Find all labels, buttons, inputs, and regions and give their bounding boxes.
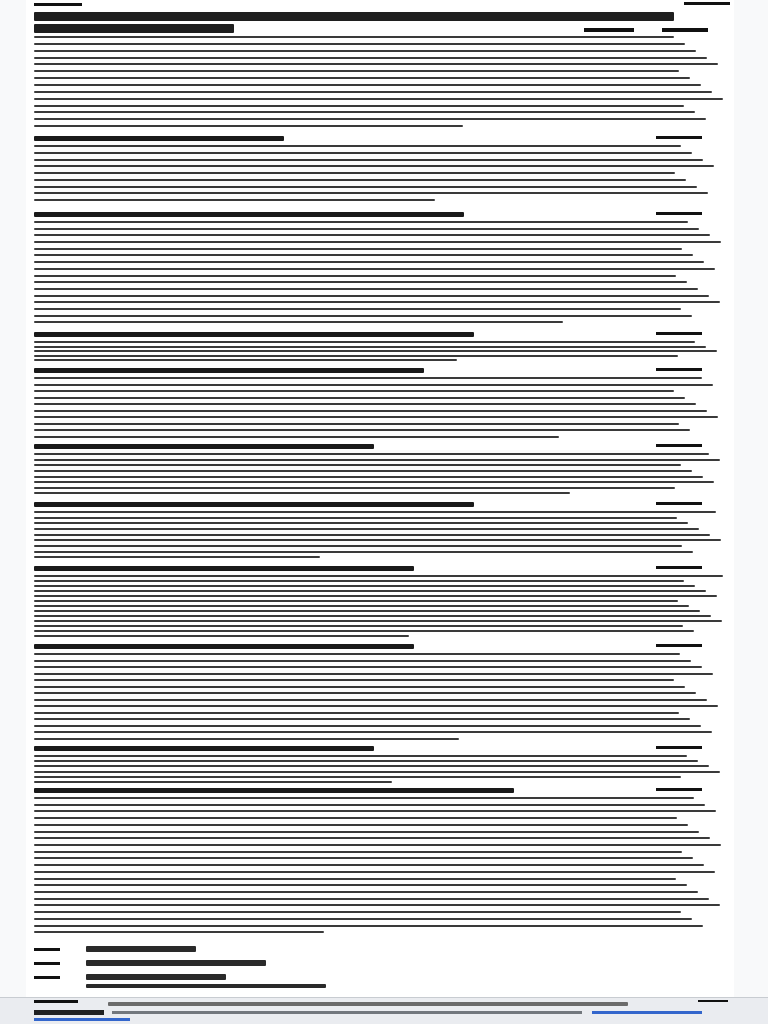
text-line <box>34 377 702 379</box>
terms-link[interactable] <box>34 1018 130 1021</box>
text-line <box>34 635 409 637</box>
section-edit-icon[interactable] <box>656 502 702 505</box>
search-icon[interactable] <box>684 2 730 5</box>
section-edit-icon[interactable] <box>656 644 702 647</box>
toolbar-rule <box>34 1000 78 1003</box>
section-heading <box>34 502 474 507</box>
text-line <box>34 221 688 223</box>
text-line <box>34 77 690 79</box>
text-line <box>34 397 685 399</box>
text-line <box>34 384 713 386</box>
section-edit-icon[interactable] <box>656 136 702 139</box>
text-line <box>34 36 674 38</box>
text-line <box>34 261 704 263</box>
text-line <box>34 600 678 602</box>
text-line <box>34 416 718 418</box>
text-line <box>34 288 698 290</box>
text-line <box>34 673 713 675</box>
list-item[interactable] <box>86 960 266 966</box>
list-item[interactable] <box>86 946 196 952</box>
article-section <box>34 566 724 640</box>
text-line <box>34 871 715 873</box>
text-line <box>34 725 701 727</box>
text-line <box>34 511 716 513</box>
list-item[interactable] <box>86 974 226 980</box>
text-line <box>34 459 720 461</box>
text-line <box>34 918 692 920</box>
text-line <box>34 470 692 472</box>
text-line <box>34 797 694 799</box>
text-line <box>34 410 707 412</box>
text-line <box>34 857 693 859</box>
article-section <box>34 644 724 744</box>
article-section <box>34 788 724 938</box>
menu-icon[interactable] <box>34 3 82 6</box>
article-section <box>34 368 724 442</box>
left-gutter <box>0 0 26 1024</box>
article-section <box>34 444 724 498</box>
text-line <box>34 898 709 900</box>
text-line <box>34 776 681 778</box>
text-line <box>34 844 721 846</box>
text-line <box>34 620 722 622</box>
text-line <box>34 810 716 812</box>
text-line <box>34 350 717 352</box>
text-line <box>34 487 675 489</box>
text-line <box>34 653 680 655</box>
text-line <box>34 111 695 113</box>
list-bullet <box>34 948 60 951</box>
text-line <box>34 534 710 536</box>
text-line <box>34 390 674 392</box>
text-line <box>34 403 696 405</box>
text-line <box>34 321 563 323</box>
toolbar-notice <box>108 1002 628 1006</box>
text-line <box>34 699 707 701</box>
text-line <box>34 295 709 297</box>
text-line <box>34 70 679 72</box>
page-title <box>34 10 734 34</box>
section-heading <box>34 644 414 649</box>
text-line <box>34 464 681 466</box>
text-line <box>34 281 687 283</box>
text-line <box>34 165 714 167</box>
text-line <box>34 660 691 662</box>
text-line <box>34 585 695 587</box>
text-line <box>34 864 704 866</box>
right-gutter <box>734 0 768 1024</box>
text-line <box>34 831 699 833</box>
text-line <box>34 595 717 597</box>
section-edit-icon[interactable] <box>656 332 702 335</box>
text-line <box>34 429 690 431</box>
text-line <box>34 341 695 343</box>
text-line <box>34 605 689 607</box>
text-line <box>34 179 686 181</box>
text-line <box>34 539 721 541</box>
text-line <box>34 228 699 230</box>
text-line <box>34 580 684 582</box>
text-line <box>34 765 709 767</box>
text-line <box>34 615 711 617</box>
bottom-toolbar <box>0 997 768 1024</box>
text-line <box>34 308 681 310</box>
section-heading <box>34 212 464 217</box>
section-heading <box>34 332 474 337</box>
section-edit-icon[interactable] <box>656 788 702 791</box>
list-bullet <box>34 976 60 979</box>
text-line <box>34 234 710 236</box>
section-heading <box>34 444 374 449</box>
text-line <box>34 851 682 853</box>
text-line <box>34 241 721 243</box>
list-bullet <box>34 962 60 965</box>
text-line <box>34 522 688 524</box>
text-line <box>34 118 706 120</box>
text-line <box>34 630 694 632</box>
text-line <box>34 610 700 612</box>
text-line <box>34 666 702 668</box>
text-line <box>34 98 723 100</box>
edit-icon[interactable] <box>584 28 634 32</box>
text-line <box>34 575 723 577</box>
article-section <box>34 36 724 132</box>
section-heading <box>34 788 514 793</box>
text-line <box>34 760 698 762</box>
list-item[interactable] <box>86 984 326 988</box>
text-line <box>34 551 693 553</box>
text-line <box>34 346 706 348</box>
text-line <box>34 481 714 483</box>
text-line <box>34 925 703 927</box>
title-line <box>34 12 674 21</box>
text-line <box>34 781 392 783</box>
title-line <box>34 24 234 33</box>
section-edit-icon[interactable] <box>656 212 702 215</box>
text-line <box>34 590 706 592</box>
text-line <box>34 436 559 438</box>
text-line <box>34 50 696 52</box>
text-line <box>34 172 675 174</box>
section-heading <box>34 368 424 373</box>
text-line <box>34 355 678 357</box>
section-edit-icon[interactable] <box>656 368 702 371</box>
text-line <box>34 315 692 317</box>
article-section <box>34 746 724 786</box>
text-line <box>34 705 718 707</box>
close-icon[interactable] <box>698 1000 728 1002</box>
text-line <box>34 528 699 530</box>
text-line <box>34 248 682 250</box>
article-section <box>34 502 724 562</box>
text-line <box>34 738 459 740</box>
section-edit-icon[interactable] <box>656 444 702 447</box>
text-line <box>34 186 697 188</box>
text-line <box>34 891 698 893</box>
text-line <box>34 268 715 270</box>
text-line <box>34 712 679 714</box>
text-line <box>34 931 324 933</box>
text-line <box>34 254 693 256</box>
text-line <box>34 911 681 913</box>
site-logo[interactable] <box>34 1010 104 1015</box>
text-line <box>34 192 708 194</box>
text-line <box>34 817 677 819</box>
text-line <box>34 301 720 303</box>
text-line <box>34 275 676 277</box>
text-line <box>34 57 707 59</box>
text-line <box>34 679 674 681</box>
text-line <box>34 517 677 519</box>
text-line <box>34 63 718 65</box>
text-line <box>34 145 681 147</box>
section-heading <box>34 746 374 751</box>
section-edit-icon[interactable] <box>656 746 702 749</box>
text-line <box>34 731 712 733</box>
license-link[interactable] <box>592 1011 702 1014</box>
article-section <box>34 136 724 206</box>
language-icon[interactable] <box>662 28 708 32</box>
article-section <box>34 332 724 364</box>
text-line <box>34 492 570 494</box>
text-line <box>34 476 703 478</box>
related-list <box>34 940 724 990</box>
text-line <box>34 84 701 86</box>
text-line <box>34 771 720 773</box>
article-section <box>34 212 724 328</box>
text-line <box>34 43 685 45</box>
license-notice <box>112 1011 582 1014</box>
text-line <box>34 878 676 880</box>
text-line <box>34 755 687 757</box>
top-bar <box>26 0 734 8</box>
section-edit-icon[interactable] <box>656 566 702 569</box>
text-line <box>34 545 682 547</box>
text-line <box>34 625 683 627</box>
text-line <box>34 824 688 826</box>
text-line <box>34 125 463 127</box>
text-line <box>34 718 690 720</box>
text-line <box>34 692 696 694</box>
text-line <box>34 159 703 161</box>
text-line <box>34 556 320 558</box>
text-line <box>34 904 720 906</box>
section-heading <box>34 136 284 141</box>
text-line <box>34 359 457 361</box>
text-line <box>34 91 712 93</box>
text-line <box>34 804 705 806</box>
text-line <box>34 152 692 154</box>
text-line <box>34 686 685 688</box>
text-line <box>34 837 710 839</box>
text-line <box>34 423 679 425</box>
text-line <box>34 105 684 107</box>
text-line <box>34 199 435 201</box>
text-line <box>34 453 709 455</box>
section-heading <box>34 566 414 571</box>
text-line <box>34 884 687 886</box>
